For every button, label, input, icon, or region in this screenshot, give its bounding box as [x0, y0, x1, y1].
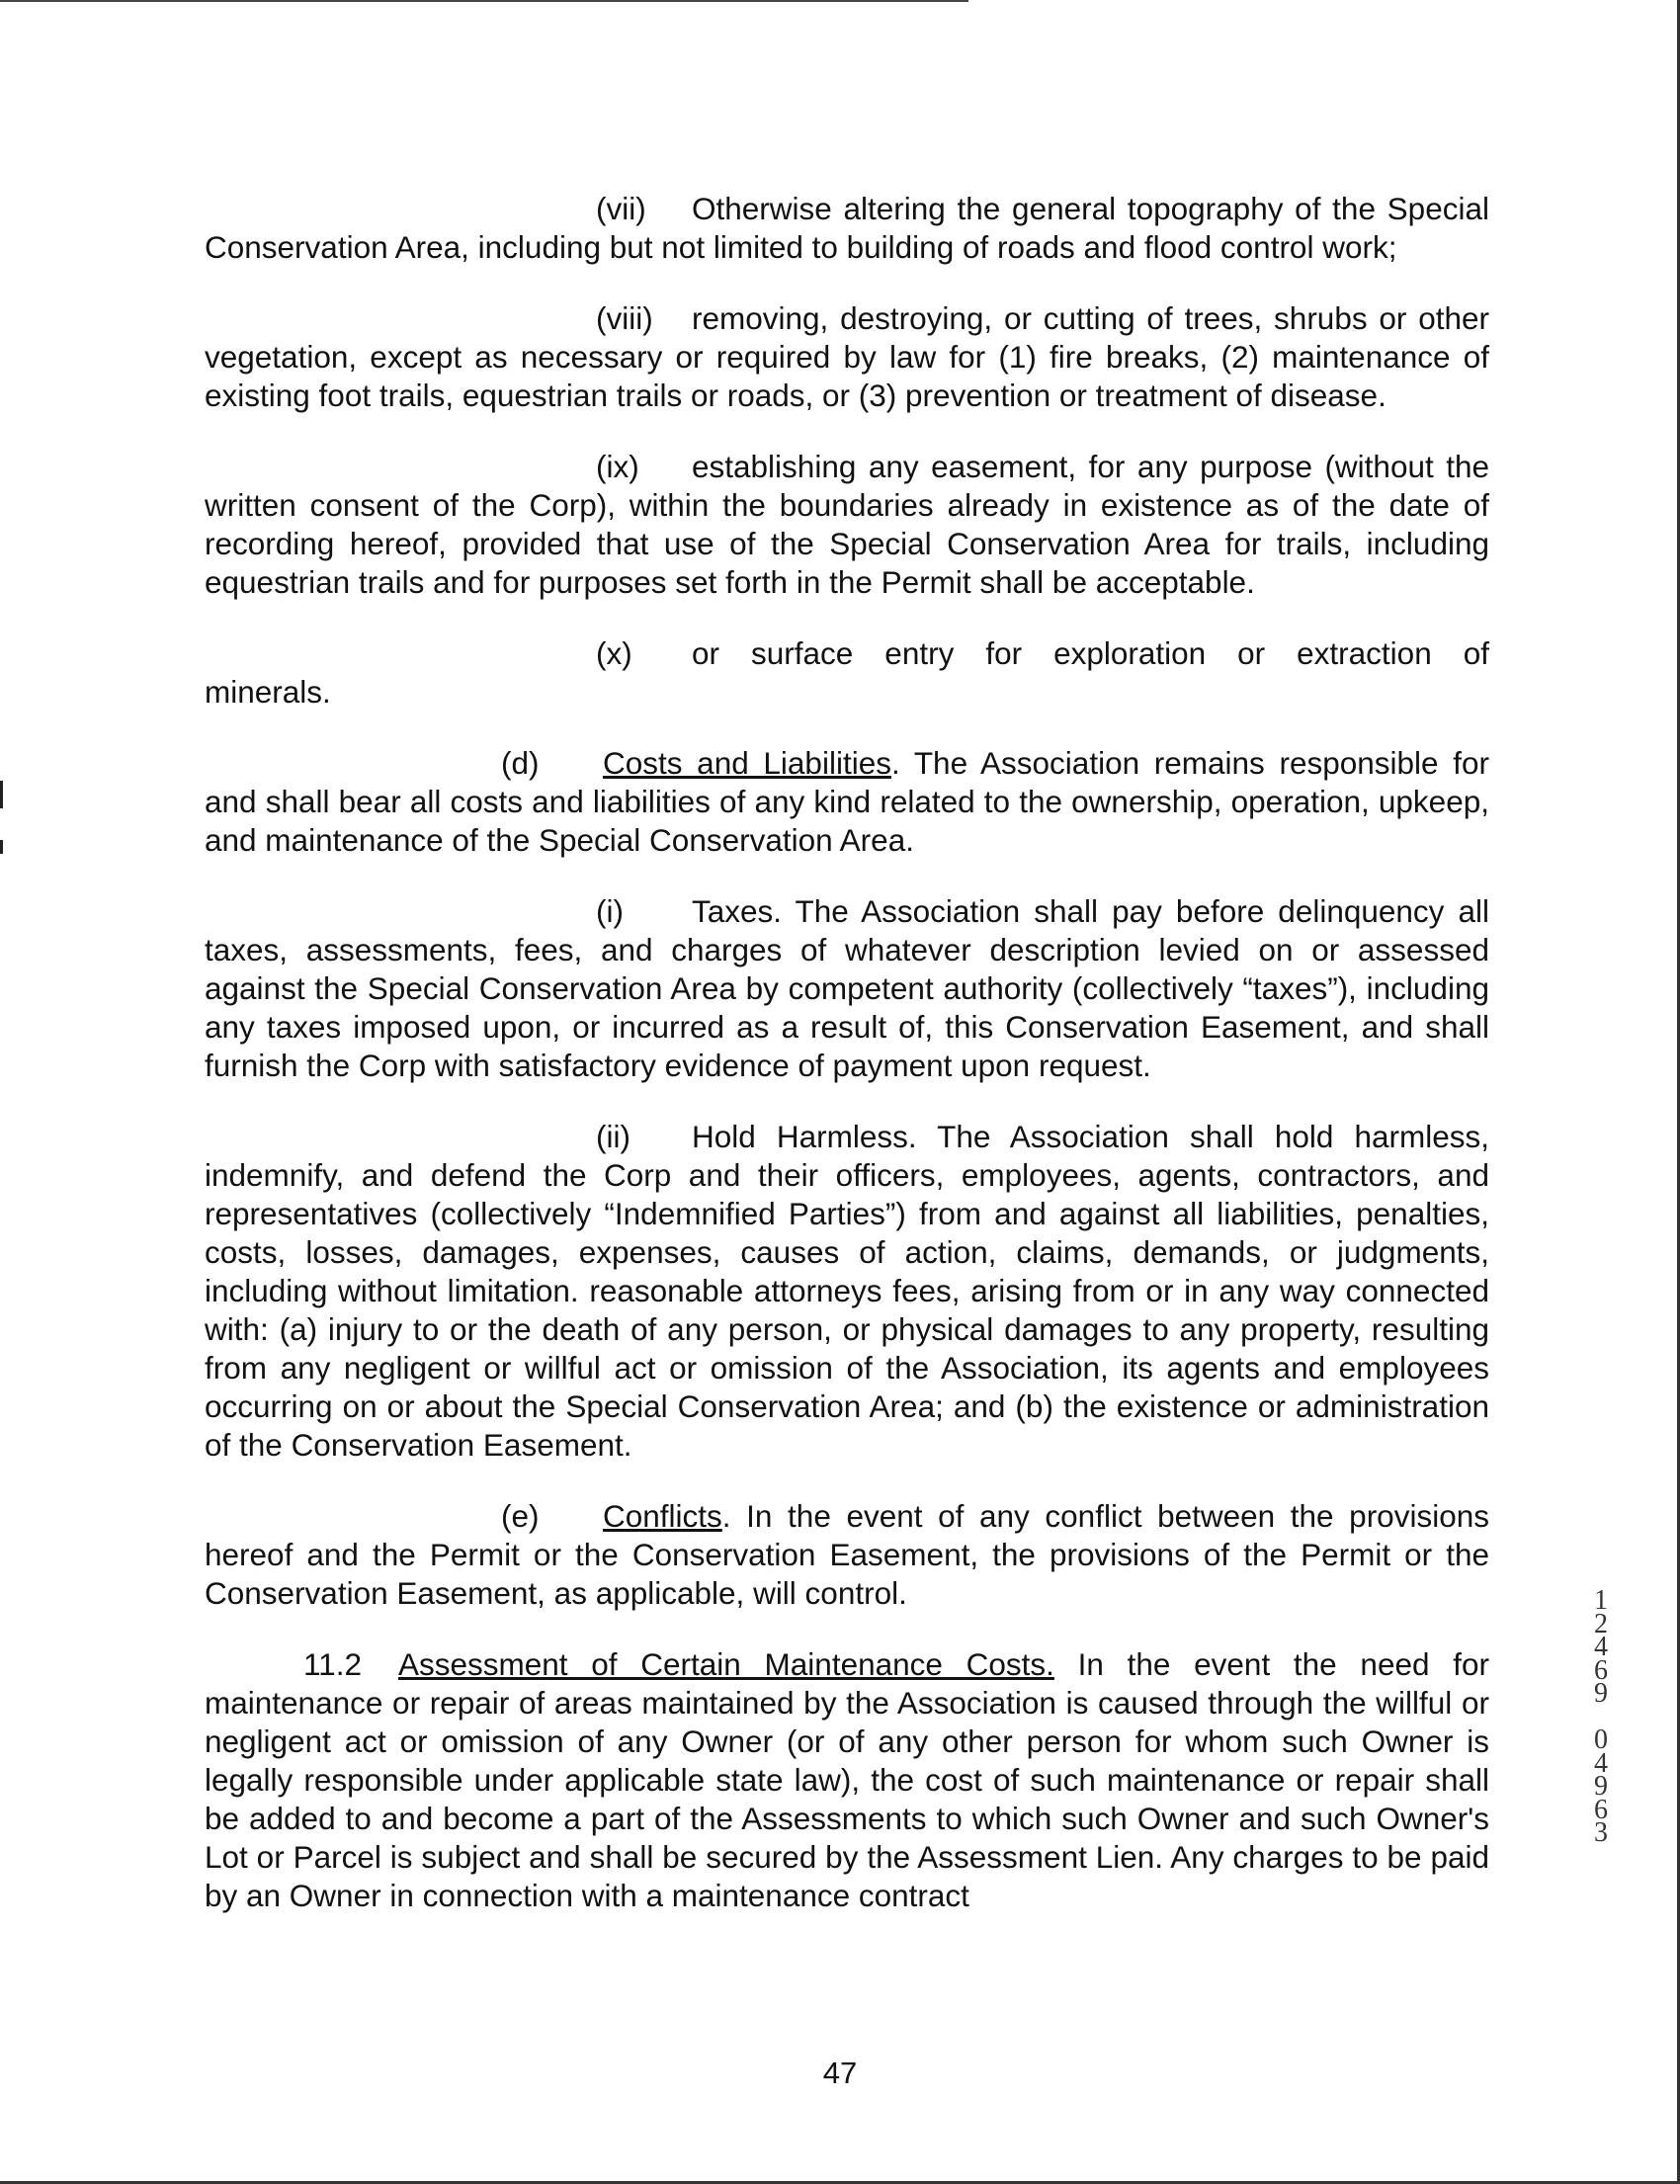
item-x-line: [205, 634, 1489, 673]
item-label: (viii): [596, 300, 653, 336]
item-vii: [205, 190, 1489, 267]
section-text: In the event the need for maintenance or repair of areas maintained by the Association is caused through the willful or negligent act or omission of any Owner (or of any other person for whom such Owner is legally responsible under applicable state law), the cost of such maintenance or repair shall be added to and become a part of the Assessments to which such Owner and such Owner's Lot or Parcel is subject and shall be secured by the Assessment Lien. Any charges to be paid by an Owner in connection with a maintenance contract: [205, 1646, 1489, 1913]
section-label: 11.2: [303, 1646, 362, 1682]
item-viii: [205, 299, 1489, 415]
item-label: (x): [596, 635, 632, 671]
section-e: [205, 1497, 1489, 1613]
section-text: . In the event of any conflict between the provisions hereof and the Permit or the Conservation Easement, the provisions of the Permit or the Conservation Easement, as applicable, will control.: [205, 1498, 1489, 1611]
item-label: (vii): [596, 191, 646, 226]
item-ii-hold-harmless: [205, 1118, 1489, 1465]
item-label: (i): [596, 893, 624, 929]
section-label: (e): [501, 1498, 540, 1534]
recording-stamp: 1 2 4 6 9 0 4 9 6 3: [1594, 1585, 1608, 1848]
section-11-2: [205, 1645, 1489, 1915]
section-label: (d): [501, 745, 540, 781]
item-text: Otherwise altering the general topography of the Special Conservation Area, including but not limited to building of roads and flood control work;: [205, 191, 1489, 265]
item-x-continuation: minerals.: [205, 674, 331, 710]
section-d: [205, 744, 1489, 860]
section-heading: Costs and Liabilities: [603, 745, 891, 781]
item-label: (ii): [596, 1119, 630, 1154]
item-ix: [205, 448, 1489, 602]
page-number: 47: [822, 2056, 858, 2090]
item-x: [205, 634, 1489, 712]
item-text: Taxes. The Association shall pay before delinquency all taxes, assessments, fees, and charges of whatever description levied on or assessed against the Special Conservation Area by competent authority (collectively “taxes”), including any taxes imposed upon, or incurred as a result of, this Conservation Easement, and shall furnish the Corp with satisfactory evidence of payment upon request.: [205, 893, 1489, 1083]
section-text: . The Association remains responsible for and shall bear all costs and liabilities of any kind related to the ownership, operation, upkeep, and maintenance of the Special Conservation Area.: [205, 745, 1489, 858]
item-text: or surface entry for exploration or extraction of: [692, 635, 1489, 671]
item-text: Hold Harmless. The Association shall hold harmless, indemnify, and defend the Corp and their officers, employees, agents, contractors, and representatives (collectively “Indemnified Parties”) from and against all liabilities, penalties, costs, losses, damages, expenses, causes of action, claims, demands, or judgments, including without limitation. reasonable attorneys fees, arising from or in any way connected with: (a) injury to or the death of any person, or physical damages to any property, resulting from any negligent or willful act or omission of the Association, its agents and employees occurring on or about the Special Conservation Area; and (b) the existence or administration of the Conservation Easement.: [205, 1119, 1489, 1463]
item-text: establishing any easement, for any purpose (without the written consent of the Corp), within the boundaries already in existence as of the date of recording hereof, provided that use of the Special Conservation Area for trails, including equestrian trails and for purposes set forth in the Permit shall be acceptable.: [205, 449, 1489, 600]
item-i-taxes: [205, 892, 1489, 1085]
scan-left-mark: [0, 840, 3, 854]
scan-left-mark: [0, 781, 3, 808]
section-heading: Conflicts: [603, 1498, 722, 1534]
scan-top-border: [0, 0, 968, 2]
item-text: removing, destroying, or cutting of trees, shrubs or other vegetation, except as necessary or required by law for (1) fire breaks, (2) maintenance of existing foot trails, equestrian trails or roads, or (3) prevention or treatment of disease.: [205, 300, 1489, 413]
section-heading: Assessment of Certain Maintenance Costs.: [398, 1646, 1054, 1682]
item-label: (ix): [596, 449, 639, 484]
document-body: [205, 190, 1489, 1915]
